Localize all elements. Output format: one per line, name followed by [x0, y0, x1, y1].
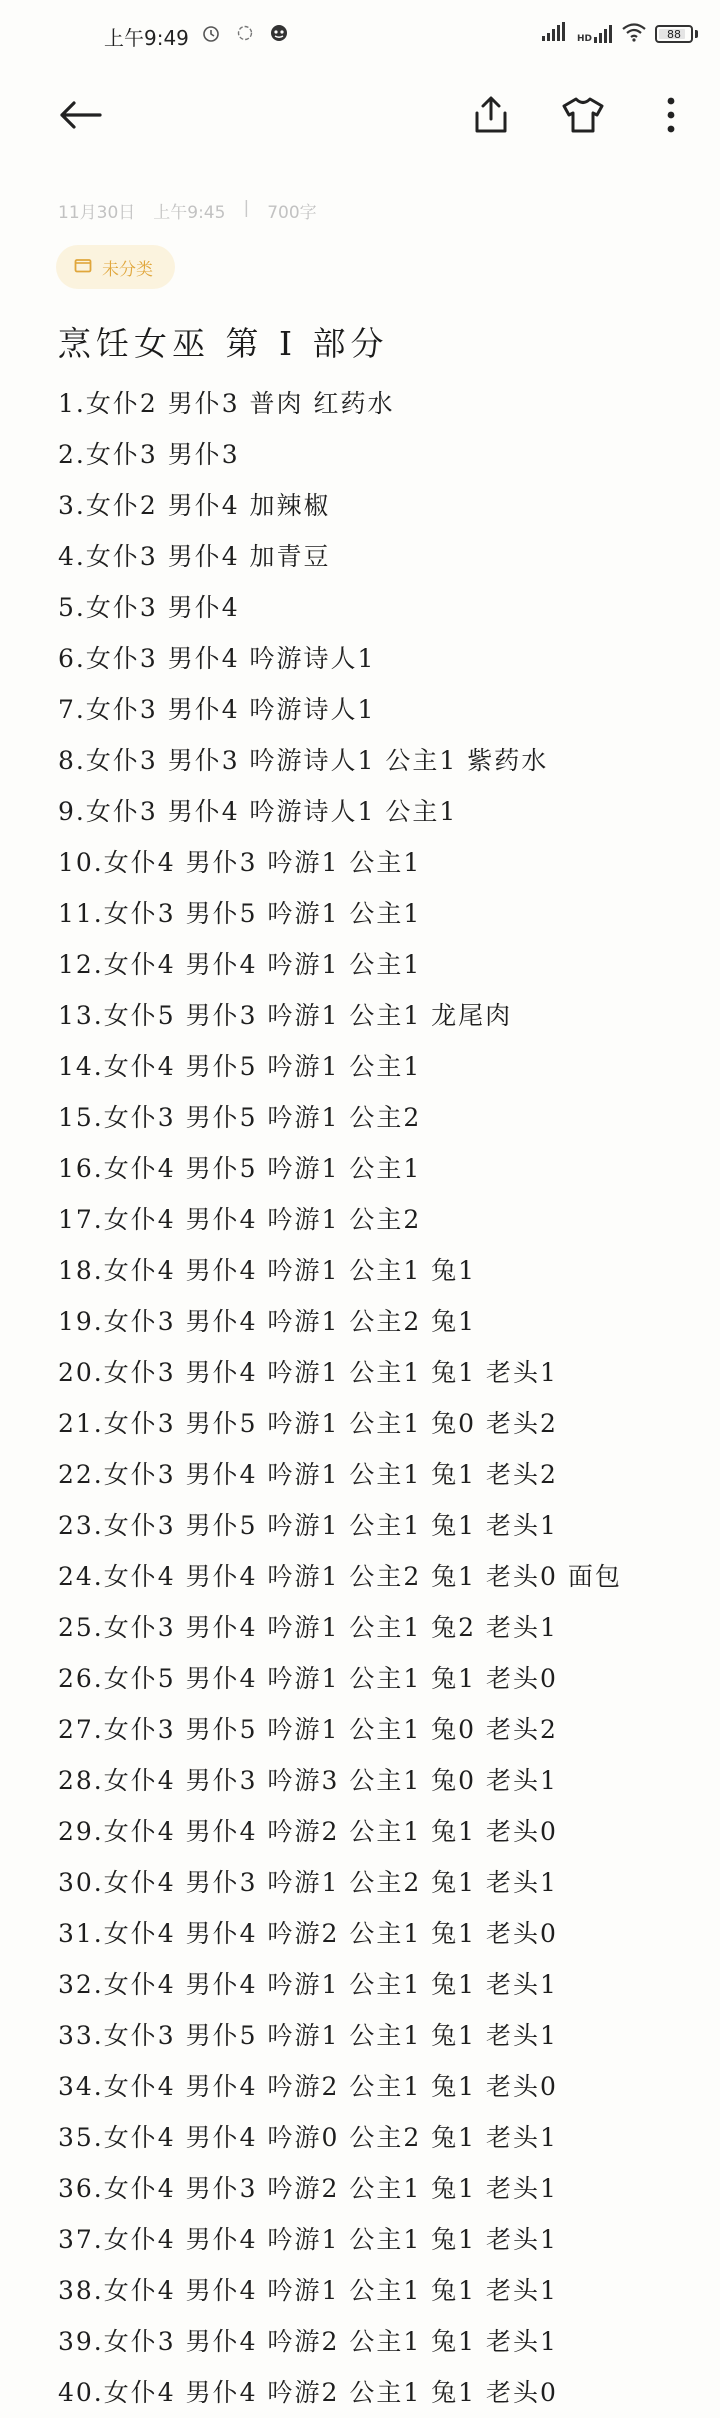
category-chip[interactable] — [56, 245, 175, 289]
note-time: 上午9:45 — [153, 203, 226, 223]
arrow-left-icon — [58, 100, 102, 134]
signal-hd-icon: HD — [577, 24, 613, 44]
status-time: 上午9:49 — [104, 26, 189, 50]
note-line: 12.女仆4 男仆4 吟游1 公主1 — [58, 950, 422, 979]
note-line: 14.女仆4 男仆5 吟游1 公主1 — [58, 1052, 422, 1081]
note-line: 21.女仆3 男仆5 吟游1 公主1 兔0 老头2 — [58, 1409, 558, 1438]
share-button[interactable] — [466, 92, 516, 142]
note-title[interactable]: 烹饪女巫 第 I 部分 — [58, 324, 389, 363]
note-line: 15.女仆3 男仆5 吟游1 公主2 — [58, 1103, 422, 1132]
battery-cap — [695, 30, 698, 38]
app-bar — [0, 72, 720, 162]
note-line: 1.女仆2 男仆3 普肉 红药水 — [58, 389, 395, 418]
note-line: 2.女仆3 男仆3 — [58, 440, 240, 469]
note-line: 16.女仆4 男仆5 吟游1 公主1 — [58, 1154, 422, 1183]
note-date: 11月30日 — [58, 203, 136, 223]
note-line: 13.女仆5 男仆3 吟游1 公主1 龙尾肉 — [58, 1001, 513, 1030]
app-notification-icon — [268, 22, 290, 44]
meta-separator: | — [243, 198, 250, 218]
note-line: 40.女仆4 男仆4 吟游2 公主1 兔1 老头0 — [58, 2378, 558, 2407]
note-line: 34.女仆4 男仆4 吟游2 公主1 兔1 老头0 — [58, 2072, 558, 2101]
note-line: 23.女仆3 男仆5 吟游1 公主1 兔1 老头1 — [58, 1511, 558, 1540]
note-line: 19.女仆3 男仆4 吟游1 公主2 兔1 — [58, 1307, 477, 1336]
note-line: 28.女仆4 男仆3 吟游3 公主1 兔0 老头1 — [58, 1766, 558, 1795]
category-label: 未分类 — [102, 259, 153, 280]
theme-button[interactable] — [558, 92, 608, 142]
note-line: 17.女仆4 男仆4 吟游1 公主2 — [58, 1205, 422, 1234]
note-line: 6.女仆3 男仆4 吟游诗人1 — [58, 644, 376, 673]
note-line: 31.女仆4 男仆4 吟游2 公主1 兔1 老头0 — [58, 1919, 558, 1948]
note-line: 33.女仆3 男仆5 吟游1 公主1 兔1 老头1 — [58, 2021, 558, 2050]
wifi-icon — [621, 22, 647, 46]
sync-icon — [234, 22, 256, 44]
note-line: 10.女仆4 男仆3 吟游1 公主1 — [58, 848, 422, 877]
note-line: 4.女仆3 男仆4 加青豆 — [58, 542, 331, 571]
alarm-icon — [200, 22, 222, 44]
word-count: 700字 — [267, 203, 317, 223]
note-line: 26.女仆5 男仆4 吟游1 公主1 兔1 老头0 — [58, 1664, 558, 1693]
note-line: 8.女仆3 男仆3 吟游诗人1 公主1 紫药水 — [58, 746, 549, 775]
note-line: 9.女仆3 男仆4 吟游诗人1 公主1 — [58, 797, 458, 826]
note-line: 22.女仆3 男仆4 吟游1 公主1 兔1 老头2 — [58, 1460, 558, 1489]
note-line: 37.女仆4 男仆4 吟游1 公主1 兔1 老头1 — [58, 2225, 558, 2254]
battery-level: 88 — [667, 27, 681, 41]
folder-icon — [74, 257, 92, 277]
status-bar — [0, 0, 720, 72]
battery-icon — [655, 25, 693, 43]
note-line: 3.女仆2 男仆4 加辣椒 — [58, 491, 331, 520]
note-line: 30.女仆4 男仆3 吟游1 公主2 兔1 老头1 — [58, 1868, 558, 1897]
note-body[interactable] — [58, 378, 698, 2418]
share-icon — [473, 95, 509, 139]
note-line: 24.女仆4 男仆4 吟游1 公主2 兔1 老头0 面包 — [58, 1562, 622, 1591]
note-meta — [58, 198, 317, 223]
note-line: 5.女仆3 男仆4 — [58, 593, 240, 622]
note-line: 20.女仆3 男仆4 吟游1 公主1 兔1 老头1 — [58, 1358, 558, 1387]
status-right-group — [541, 20, 698, 48]
more-vertical-icon — [666, 97, 676, 137]
more-button[interactable] — [646, 92, 696, 142]
note-line: 36.女仆4 男仆3 吟游2 公主1 兔1 老头1 — [58, 2174, 558, 2203]
note-line: 35.女仆4 男仆4 吟游0 公主2 兔1 老头1 — [58, 2123, 558, 2152]
note-line: 11.女仆3 男仆5 吟游1 公主1 — [58, 899, 422, 928]
note-line: 25.女仆3 男仆4 吟游1 公主1 兔2 老头1 — [58, 1613, 558, 1642]
note-line: 32.女仆4 男仆4 吟游1 公主1 兔1 老头1 — [58, 1970, 558, 1999]
signal-icon — [541, 22, 569, 46]
note-line: 27.女仆3 男仆5 吟游1 公主1 兔0 老头2 — [58, 1715, 558, 1744]
tshirt-icon — [561, 96, 605, 138]
note-line: 29.女仆4 男仆4 吟游2 公主1 兔1 老头0 — [58, 1817, 558, 1846]
back-button[interactable] — [55, 92, 105, 142]
note-line: 18.女仆4 男仆4 吟游1 公主1 兔1 — [58, 1256, 477, 1285]
note-line: 38.女仆4 男仆4 吟游1 公主1 兔1 老头1 — [58, 2276, 558, 2305]
note-line: 39.女仆3 男仆4 吟游2 公主1 兔1 老头1 — [58, 2327, 558, 2356]
note-line: 7.女仆3 男仆4 吟游诗人1 — [58, 695, 376, 724]
